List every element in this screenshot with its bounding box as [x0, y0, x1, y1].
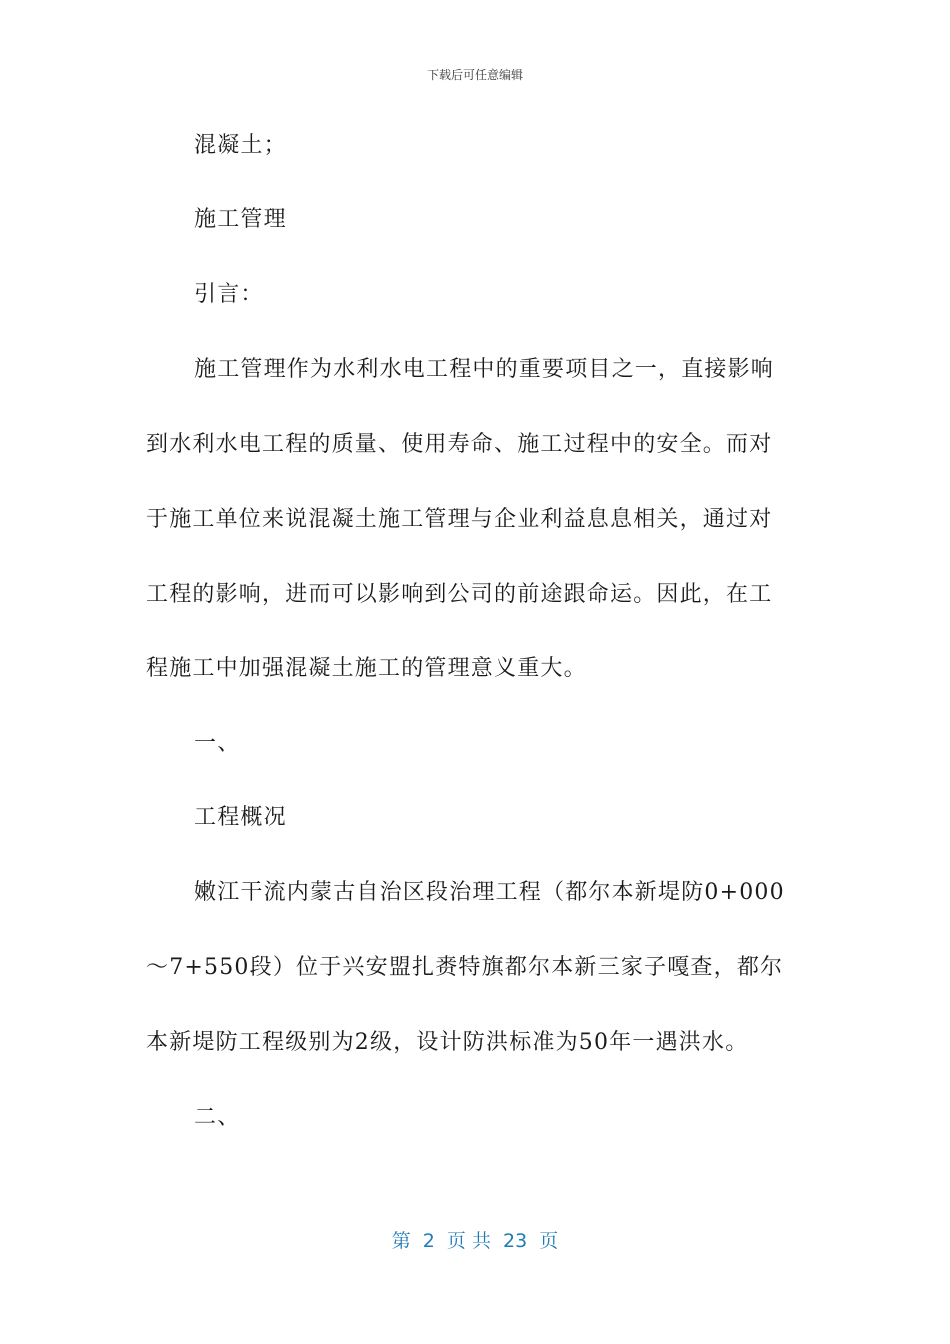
section-1-title: 工程概况 [194, 805, 287, 830]
keyword-construction-management: 施工管理 [194, 207, 287, 232]
section-2-number: 二、 [194, 1105, 241, 1130]
intro-line: 施工管理作为水利水电工程中的重要项目之一，直接影响 [194, 357, 775, 382]
page-number: 第 2 页 共 23 页 [391, 1230, 559, 1252]
intro-heading: 引言： [194, 282, 264, 307]
intro-line: 程施工中加强混凝土施工的管理意义重大。 [146, 656, 587, 681]
intro-line: 到水利水电工程的质量、使用寿命、施工过程中的安全。而对 [146, 432, 773, 457]
overview-line: 嫩江干流内蒙古自治区段治理工程（都尔本新堤防0+000 [194, 880, 785, 905]
overview-line: 本新堤防工程级别为2级，设计防洪标准为50年一遇洪水。 [146, 1030, 749, 1055]
header-note: 下载后可任意编辑 [426, 68, 523, 82]
intro-line: 工程的影响，进而可以影响到公司的前途跟命运。因此，在工 [146, 582, 773, 607]
keyword-concrete: 混凝土； [194, 133, 287, 158]
intro-line: 于施工单位来说混凝土施工管理与企业利益息息相关，通过对 [146, 507, 773, 532]
overview-line: ～7+550段）位于兴安盟扎赉特旗都尔本新三家子嘎查，都尔 [146, 955, 784, 980]
section-1-number: 一、 [194, 731, 241, 756]
